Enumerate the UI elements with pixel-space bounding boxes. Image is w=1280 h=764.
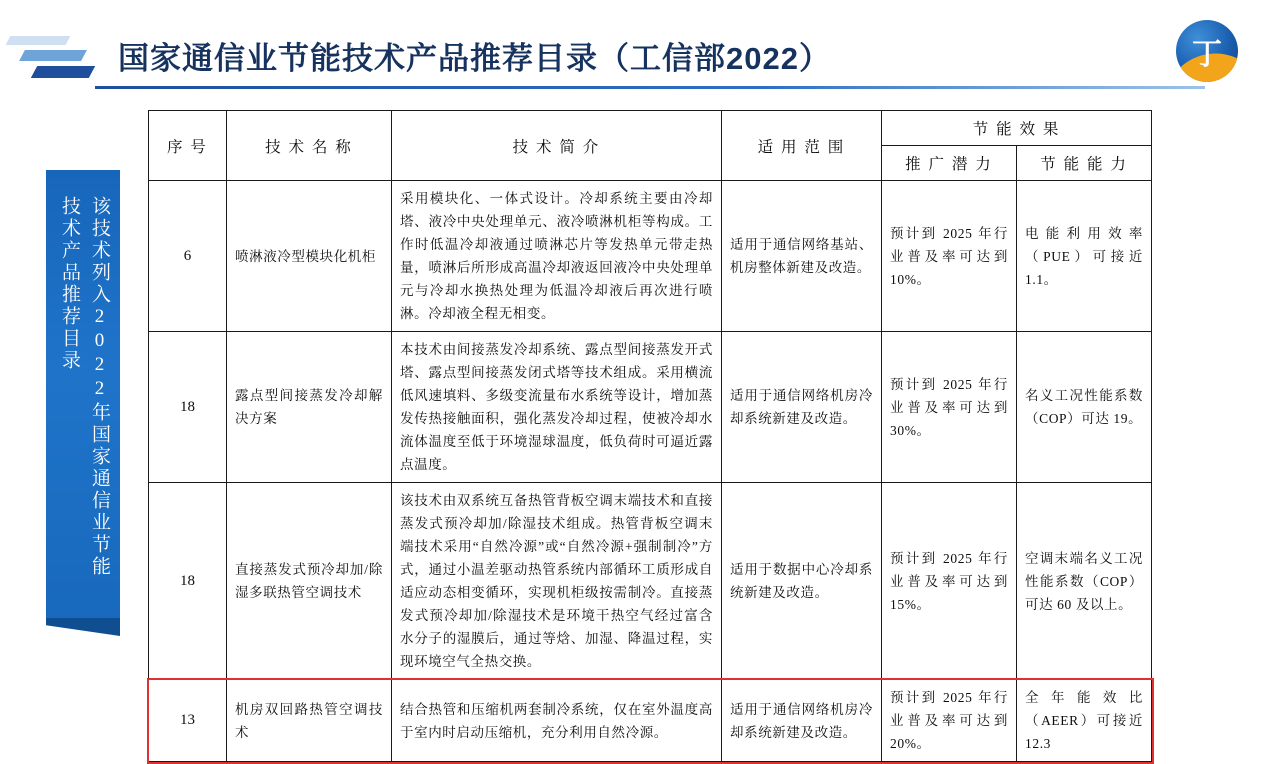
cell-scope: 适用于通信网络机房冷却系统新建及改造。 — [722, 332, 882, 483]
header-effect-group: 节 能 效 果 — [882, 111, 1152, 146]
cell-intro: 该技术由双系统互备热管背板空调末端技术和直接蒸发式预冷却加/除湿技术组成。热管背板空调末端技术采用“自然冷源”或“自然冷源+强制制冷”方式，通过小温差驱动热管系统内部循环工质形成自适应动态相变循环，实现机柜级按需制冷。直接蒸发式预冷却加/除湿技术是环境干热空气经过富含水分子的湿膜后，通过等焓、加湿、降温过程，实现环境空气全热交换。 — [392, 483, 722, 680]
cell-no: 18 — [149, 332, 227, 483]
cell-no: 13 — [149, 680, 227, 762]
header-name: 技 术 名 称 — [227, 111, 392, 181]
table-header-row — [149, 111, 1152, 146]
cell-potential: 预计到 2025 年行业普及率可达到 20%。 — [882, 680, 1017, 762]
catalog-table — [148, 110, 1152, 762]
decorative-ribbon-icon — [8, 28, 98, 84]
cell-name: 露点型间接蒸发冷却解决方案 — [227, 332, 392, 483]
cell-scope: 适用于通信网络机房冷却系统新建及改造。 — [722, 680, 882, 762]
cell-potential: 预计到 2025 年行业普及率可达到 15%。 — [882, 483, 1017, 680]
cell-intro: 采用模块化、一体式设计。冷却系统主要由冷却塔、液冷中央处理单元、液冷喷淋机柜等构成。工作时低温冷却液通过喷淋芯片等发热单元带走热量，喷淋后所形成高温冷却液返回液冷中央处理单元与冷却水换热处理为低温冷却液后再次进行喷淋。冷却液全程无相变。 — [392, 181, 722, 332]
cell-no: 18 — [149, 483, 227, 680]
cell-no: 6 — [149, 181, 227, 332]
table-row-highlighted — [149, 680, 1152, 762]
cell-capability: 电能利用效率（PUE）可接近 1.1。 — [1017, 181, 1152, 332]
cell-name: 喷淋液冷型模块化机柜 — [227, 181, 392, 332]
cell-name: 机房双回路热管空调技术 — [227, 680, 392, 762]
cell-intro: 结合热管和压缩机两套制冷系统，仅在室外温度高于室内时启动压缩机，充分利用自然冷源。 — [392, 680, 722, 762]
catalog-table-wrapper — [148, 110, 1151, 762]
cell-capability: 全年能效比（AEER）可接近 12.3 — [1017, 680, 1152, 762]
table-row — [149, 181, 1152, 332]
header-scope: 适 用 范 围 — [722, 111, 882, 181]
cell-capability: 空调末端名义工况性能系数（COP）可达 60 及以上。 — [1017, 483, 1152, 680]
cell-name: 直接蒸发式预冷却加/除湿多联热管空调技术 — [227, 483, 392, 680]
cell-potential: 预计到 2025 年行业普及率可达到 10%。 — [882, 181, 1017, 332]
header-no: 序 号 — [149, 111, 227, 181]
page-header — [0, 0, 1280, 95]
cell-scope: 适用于数据中心冷却系统新建及改造。 — [722, 483, 882, 680]
cell-potential: 预计到 2025 年行业普及率可达到 30%。 — [882, 332, 1017, 483]
side-banner-label: 该技术列入2022年国家通信业节能技术产品推荐目录 — [59, 196, 110, 578]
table-row — [149, 332, 1152, 483]
table-row — [149, 483, 1152, 680]
page-title: 国家通信业节能技术产品推荐目录（工信部2022） — [118, 41, 831, 76]
logo-mark: 丁 — [1192, 38, 1222, 71]
header-divider — [95, 86, 1205, 89]
header-intro: 技 术 简 介 — [392, 111, 722, 181]
company-logo — [1176, 20, 1238, 82]
cell-capability: 名义工况性能系数（COP）可达 19。 — [1017, 332, 1152, 483]
cell-scope: 适用于通信网络基站、机房整体新建及改造。 — [722, 181, 882, 332]
header-capability: 节 能 能 力 — [1017, 146, 1152, 181]
cell-intro: 本技术由间接蒸发冷却系统、露点型间接蒸发开式塔、露点型间接蒸发闭式塔等技术组成。采用横流低风速填料、多级变流量布水系统等设计，增加蒸发传热接触面积，强化蒸发冷却过程，使被冷却水流体温度至低于环境湿球温度，低负荷时可逼近露点温度。 — [392, 332, 722, 483]
header-potential: 推 广 潜 力 — [882, 146, 1017, 181]
